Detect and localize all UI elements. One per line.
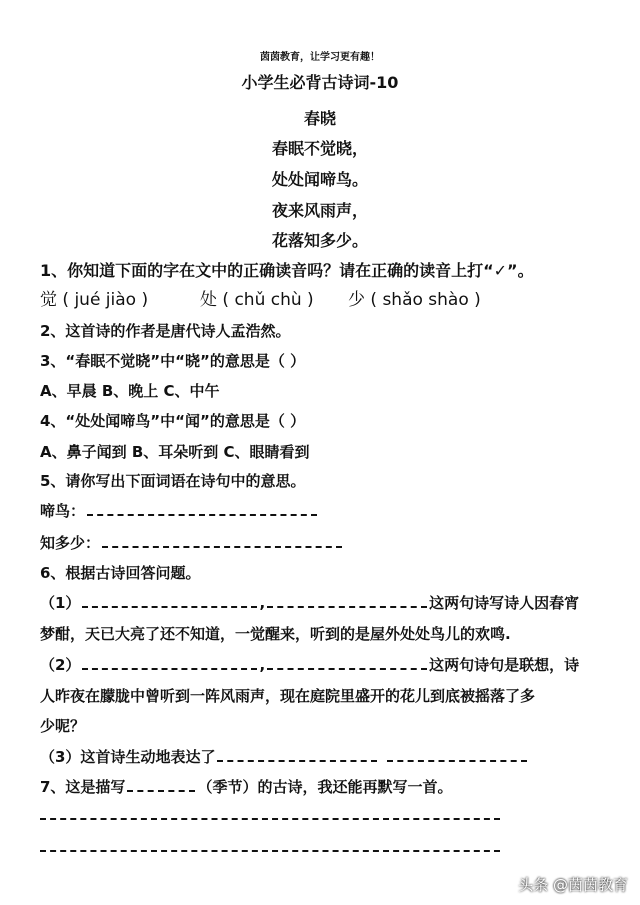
question-7 bbox=[40, 776, 452, 797]
poem-line: 花落知多少。 bbox=[271, 231, 368, 250]
question-6-part-1-continued: 梦酣，天已大亮了还不知道，一觉醒来，听到的是屋外处处鸟儿的欢鸣. bbox=[40, 625, 511, 643]
question-7-prefix: 7、这是描写 bbox=[40, 778, 126, 796]
poem-title: 春晓 bbox=[303, 109, 336, 128]
page-title: 小学生必背古诗词-10 bbox=[241, 73, 399, 92]
pinyin-choices[interactable]: ( shǎo shào ) bbox=[370, 290, 481, 310]
part-label: （1） bbox=[40, 594, 81, 612]
part-tail: 这两句诗句是联想，诗 bbox=[429, 656, 580, 674]
question-7-suffix: （季节）的古诗，我还能再默写一首。 bbox=[197, 778, 453, 796]
pinyin-item bbox=[200, 285, 314, 310]
question-5: 5、请你写出下面词语在诗句中的意思。 bbox=[40, 472, 306, 490]
poem-line: 春眠不觉晓， bbox=[271, 139, 368, 158]
part-label: （2） bbox=[40, 656, 81, 674]
part-tail: 这两句诗写诗人因春宵 bbox=[429, 594, 580, 612]
writing-line[interactable] bbox=[40, 850, 500, 852]
answer-blank[interactable] bbox=[82, 596, 257, 608]
pinyin-choices[interactable]: ( jué jiào ) bbox=[62, 290, 149, 310]
part-label: （3）这首诗生动地表达了 bbox=[40, 748, 216, 766]
pinyin-item bbox=[40, 285, 148, 310]
answer-blank[interactable] bbox=[267, 596, 427, 608]
pinyin-char: 少 bbox=[348, 290, 365, 310]
poem-line: 处处闻啼鸟。 bbox=[271, 170, 368, 189]
answer-blank[interactable] bbox=[87, 504, 317, 516]
pinyin-char: 处 bbox=[200, 290, 217, 310]
writing-line[interactable] bbox=[40, 818, 500, 820]
question-6-part-2: （2） , 这两句诗句是联想，诗 bbox=[40, 656, 580, 674]
question-6-part-2-continued: 少呢？ bbox=[40, 717, 86, 735]
term-label: 啼鸟： bbox=[40, 502, 86, 520]
question-4-options: A、鼻子闻到 B、耳朵听到 C、眼睛看到 bbox=[40, 443, 310, 461]
pinyin-choices[interactable]: ( chǔ chù ) bbox=[222, 290, 314, 310]
answer-blank[interactable] bbox=[267, 658, 427, 670]
question-3: 3、“春眠不觉晓”中“晓”的意思是（ ） bbox=[40, 352, 306, 370]
question-6-part-2-continued: 人昨夜在朦胧中曾听到一阵风雨声，现在庭院里盛开的花儿到底被摇落了多 bbox=[40, 687, 536, 705]
watermark: 头条 @茵茵教育 bbox=[518, 876, 628, 894]
header-slogan: 茵茵教育，让学习更有趣！ bbox=[260, 52, 380, 63]
question-2: 2、这首诗的作者是唐代诗人孟浩然。 bbox=[40, 322, 291, 340]
question-4: 4、“处处闻啼鸟”中“闻”的意思是（ ） bbox=[40, 412, 306, 430]
answer-blank[interactable] bbox=[387, 750, 527, 762]
question-1: 1、你知道下面的字在文中的正确读音吗？请在正确的读音上打“✓”。 bbox=[40, 261, 534, 280]
question-6: 6、根据古诗回答问题。 bbox=[40, 564, 201, 582]
question-3-options: A、早晨 B、晚上 C、中午 bbox=[40, 382, 220, 400]
answer-blank[interactable] bbox=[82, 658, 257, 670]
answer-blank[interactable] bbox=[102, 536, 342, 548]
term-label: 知多少： bbox=[40, 534, 101, 552]
pinyin-item bbox=[348, 285, 481, 310]
season-blank[interactable] bbox=[127, 780, 195, 792]
pinyin-char: 觉 bbox=[40, 290, 57, 310]
question-6-part-3 bbox=[40, 746, 529, 767]
term-row bbox=[40, 532, 344, 553]
term-row bbox=[40, 500, 319, 521]
question-6-part-1: （1） , 这两句诗写诗人因春宵 bbox=[40, 594, 580, 612]
answer-blank[interactable] bbox=[217, 750, 377, 762]
poem-line: 夜来风雨声， bbox=[271, 201, 368, 220]
